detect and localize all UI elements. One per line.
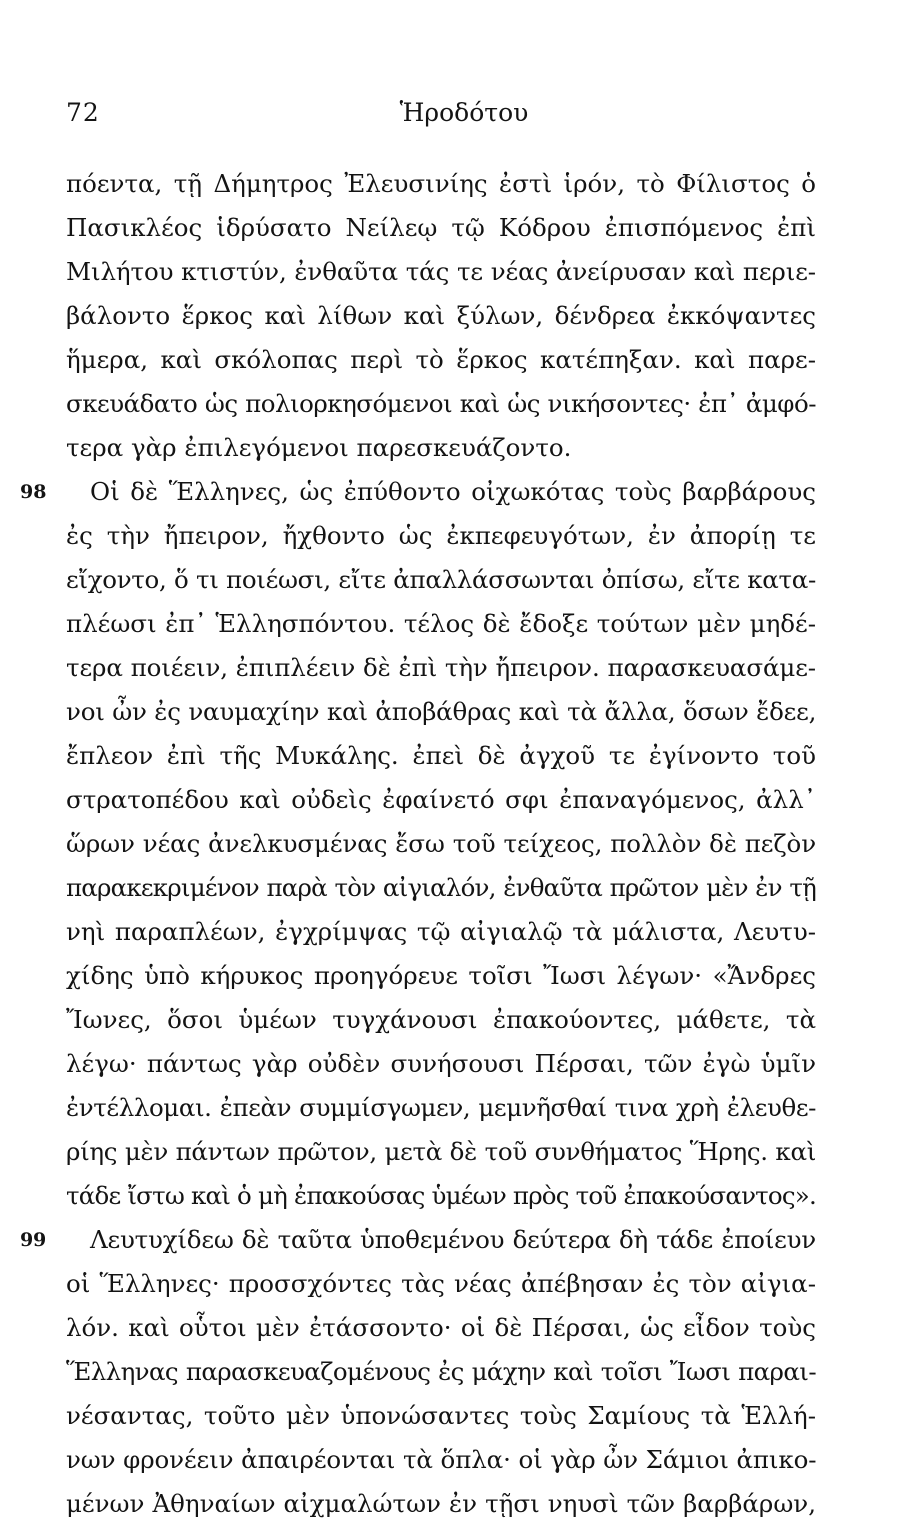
text-line: ἐντέλλομαι. ἐπεὰν συμμίσγωμεν, μεμνῆσθαί τινα χρὴ ἐλευθε- [66,1093,816,1122]
text-line: λέγω· πάντως γὰρ οὐδὲν συνήσουσι Πέρσαι, τῶν ἐγὼ ὑμῖν [66,1049,816,1078]
text-line: νοι ὦν ἐς ναυμαχίην καὶ ἀποβάθρας καὶ τὰ ἄλλα, ὅσων ἔδεε, [66,697,817,726]
text-line: Ἴωνες, ὅσοι ὑμέων τυγχάνουσι ἐπακούοντες, μάθετε, τὰ [66,1005,816,1034]
text-line: εἴχοντο, ὅ τι ποιέωσι, εἴτε ἀπαλλάσσωνται ὀπίσω, εἴτε κατα- [66,565,816,594]
text-line: ἥμερα, καὶ σκόλοπας περὶ τὸ ἕρκος κατέπηξαν. καὶ παρε- [66,345,816,374]
text-line: παρακεκριμένον παρὰ τὸν αἰγιαλόν, ἐνθαῦτα πρῶτον μὲν ἐν τῇ [66,873,816,902]
text-line: νηὶ παραπλέων, ἐγχρίμψας τῷ αἰγιαλῷ τὰ μάλιστα, Λευτυ- [66,917,816,946]
text-line: πόεντα, τῇ Δήμητρος Ἐλευσινίης ἐστὶ ἱρόν, τὸ Φίλιστος ὁ [66,169,816,198]
page-number: 72 [66,98,100,127]
text-line: Ἕλληνας παρασκευαζομένους ἐς μάχην καὶ τοῖσι Ἴωσι παραι- [66,1357,816,1386]
text-line: τάδε ἴστω καὶ ὁ μὴ ἐπακούσας ὑμέων πρὸς τοῦ ἐπακούσαντος». [66,1181,816,1210]
section-number-98: 98 [20,481,47,503]
section-number-99: 99 [20,1229,47,1251]
text-line: ρίης μὲν πάντων πρῶτον, μετὰ δὲ τοῦ συνθήματος Ἥρης. καὶ [66,1137,816,1166]
text-line: λόν. καὶ οὗτοι μὲν ἐτάσσοντο· οἱ δὲ Πέρσαι, ὡς εἶδον τοὺς [66,1313,816,1342]
text-line: στρατοπέδου καὶ οὐδεὶς ἐφαίνετό σφι ἐπαναγόμενος, ἀλλ᾽ [66,785,816,814]
text-line: τερα ποιέειν, ἐπιπλέειν δὲ ἐπὶ τὴν ἤπειρον. παρασκευασάμε- [66,653,816,682]
paragraph-98-line [20,470,816,514]
running-head: Ἡροδότου [399,98,529,127]
page-header [66,98,816,138]
text-line: οἱ Ἕλληνες· προσσχόντες τὰς νέας ἀπέβησαν ἐς τὸν αἰγια- [66,1269,816,1298]
text-line: μένων Ἀθηναίων αἰχμαλώτων ἐν τῇσι νηυσὶ τῶν βαρβάρων, [66,1489,816,1518]
text-line: Οἱ δὲ Ἕλληνες, ὡς ἐπύθοντο οἰχωκότας τοὺς βαρβάρους [90,477,816,506]
text-line: πλέωσι ἐπ᾽ Ἑλλησπόντου. τέλος δὲ ἔδοξε τούτων μὲν μηδέ- [66,609,816,638]
text-line: βάλοντο ἕρκος καὶ λίθων καὶ ξύλων, δένδρεα ἐκκόψαντες [66,301,816,330]
text-line: ὥρων νέας ἀνελκυσμένας ἔσω τοῦ τείχεος, πολλὸν δὲ πεζὸν [66,829,816,858]
text-line: νων φρονέειν ἀπαιρέονται τὰ ὅπλα· οἱ γὰρ ὦν Σάμιοι ἀπικο- [66,1445,817,1474]
text-line: νέσαντας, τοῦτο μὲν ὑπονώσαντες τοὺς Σαμίους τὰ Ἑλλή- [66,1401,816,1430]
text-line: τερα γὰρ ἐπιλεγόμενοι παρεσκευάζοντο. [66,433,572,462]
text-line: ἐς τὴν ἤπειρον, ἤχθοντο ὡς ἐκπεφευγότων, ἐν ἀπορίῃ τε [66,521,816,550]
text-line: ἔπλεον ἐπὶ τῆς Μυκάλης. ἐπεὶ δὲ ἀγχοῦ τε ἐγίνοντο τοῦ [66,741,816,770]
text-line: χίδης ὑπὸ κήρυκος προηγόρευε τοῖσι Ἴωσι λέγων· «Ἄνδρες [66,961,816,990]
main-text [20,162,817,1526]
text-line: σκευάδατο ὡς πολιορκησόμενοι καὶ ὡς νικήσοντες· ἐπ᾽ ἀμφό- [66,389,816,418]
text-line: Πασικλέος ἱδρύσατο Νείλεῳ τῷ Κόδρου ἐπισπόμενος ἐπὶ [66,213,816,242]
text-line: Μιλήτου κτιστύν, ἐνθαῦτα τάς τε νέας ἀνείρυσαν καὶ περιε- [66,257,816,286]
text-line: Λευτυχίδεω δὲ ταῦτα ὑποθεμένου δεύτερα δὴ τάδε ἐποίευν [90,1225,816,1254]
paragraph-99-line [20,1218,816,1262]
